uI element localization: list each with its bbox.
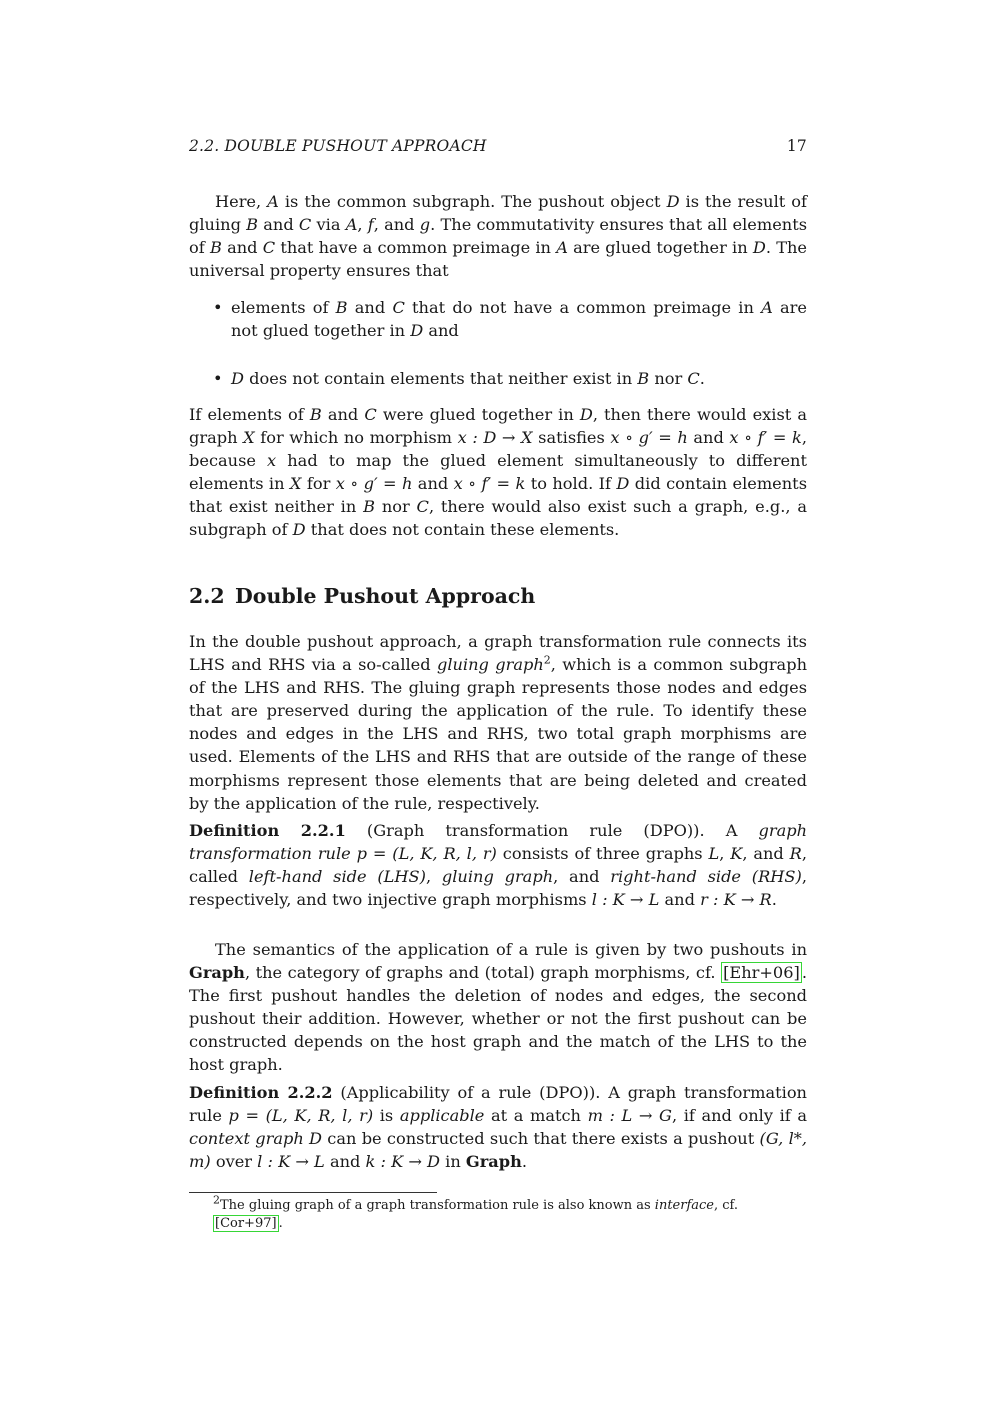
bullet-list-1 (189, 296, 807, 342)
semantics-paragraph: The semantics of the application of a rule is given by two pushouts in Graph, the category of graphs and (total) graph morphisms, cf. [Ehr+06] . The first pushout handles the deletion of nodes and edges, the second pushout their addition. However, whether or not the first pushout can be constructed depends on the host graph and the match of the LHS to the host graph. (189, 940, 807, 1075)
section-heading (189, 584, 535, 608)
footnote-mark: 2 (213, 1193, 220, 1207)
list-item: • D does not contain elements that neither exist in B nor C. (189, 367, 807, 390)
definition-2-2-1: Definition 2.2.1 (Graph transformation rule (DPO)). A graph transformation rule p = (L, K, R, l, r) consists of three graphs L, K, and R, called left-hand side (LHS), gluing graph, and right-hand side (RHS), respectively, and two injective graph morphisms l : K → L and r : K → R. (189, 821, 808, 910)
intro-paragraph: Here, A is the common subgraph. The pushout object D is the result of gluing B and C via A, f, and g. The commutativity ensures that all elements of B and C that have a common preimage in A are glued together in D. The universal property ensures that (189, 192, 808, 281)
citation-link[interactable]: [Ehr+06] (723, 963, 800, 983)
definition-label: Definition 2.2.2 (189, 1083, 333, 1102)
list-item: • elements of B and C that do not have a common preimage in A are not glued together in D and (189, 296, 807, 342)
bullet-list-2 (189, 367, 807, 390)
definition-label: Definition 2.2.1 (189, 821, 346, 840)
footnote-rule (189, 1192, 437, 1193)
section-title: Double Pushout Approach (235, 584, 536, 608)
definition-2-2-2: Definition 2.2.2 (Applicability of a rule (DPO)). A graph transformation rule p = (L, K, R, l, r) is applicable at a match m : L → G, if and only if a context graph D can be constructed such that there exists a pushout (G, l*, m) over l : K → L and k : K → D in Graph. (189, 1083, 807, 1172)
footnote-marker[interactable]: 2 (543, 653, 551, 667)
section-intro-paragraph: In the double pushout approach, a graph transformation rule connects its LHS and RHS via a so-called gluing graph$^2$, which is a common subgraph of the LHS and RHS. The gluing graph represents those nodes and edges that are preserved during the application of the rule. To identify these nodes and edges in the LHS and RHS, two total graph morphisms are used. Elements of the LHS and RHS that are outside of the range of these morphisms represent those elements that are being deleted and created by the application of the rule, respectively. (189, 632, 807, 813)
citation-link[interactable]: [Cor+97] (215, 1216, 277, 1231)
glue-argument-paragraph: If elements of B and C were glued together in D, then there would exist a graph X for which no morphism x : D → X satisfies x ∘ g′ = h and x ∘ f′ = k, because x had to map the glued element simultaneously to different elements in X for x ∘ g′ = h and x ∘ f′ = k to hold. If D did contain elements that exist neither in B nor C, there would also exist such a graph, e.g., a subgraph of D that does not contain these elements. (189, 405, 808, 540)
running-head (189, 137, 807, 155)
running-title: 2.2. DOUBLE PUSHOUT APPROACH (189, 137, 487, 155)
section-number: 2.2 (189, 584, 225, 608)
page-number: 17 (786, 137, 807, 155)
footnote: $^2$The gluing graph of a graph transformation rule is also known as interface, cf. [Cor+97] . (213, 1193, 739, 1231)
